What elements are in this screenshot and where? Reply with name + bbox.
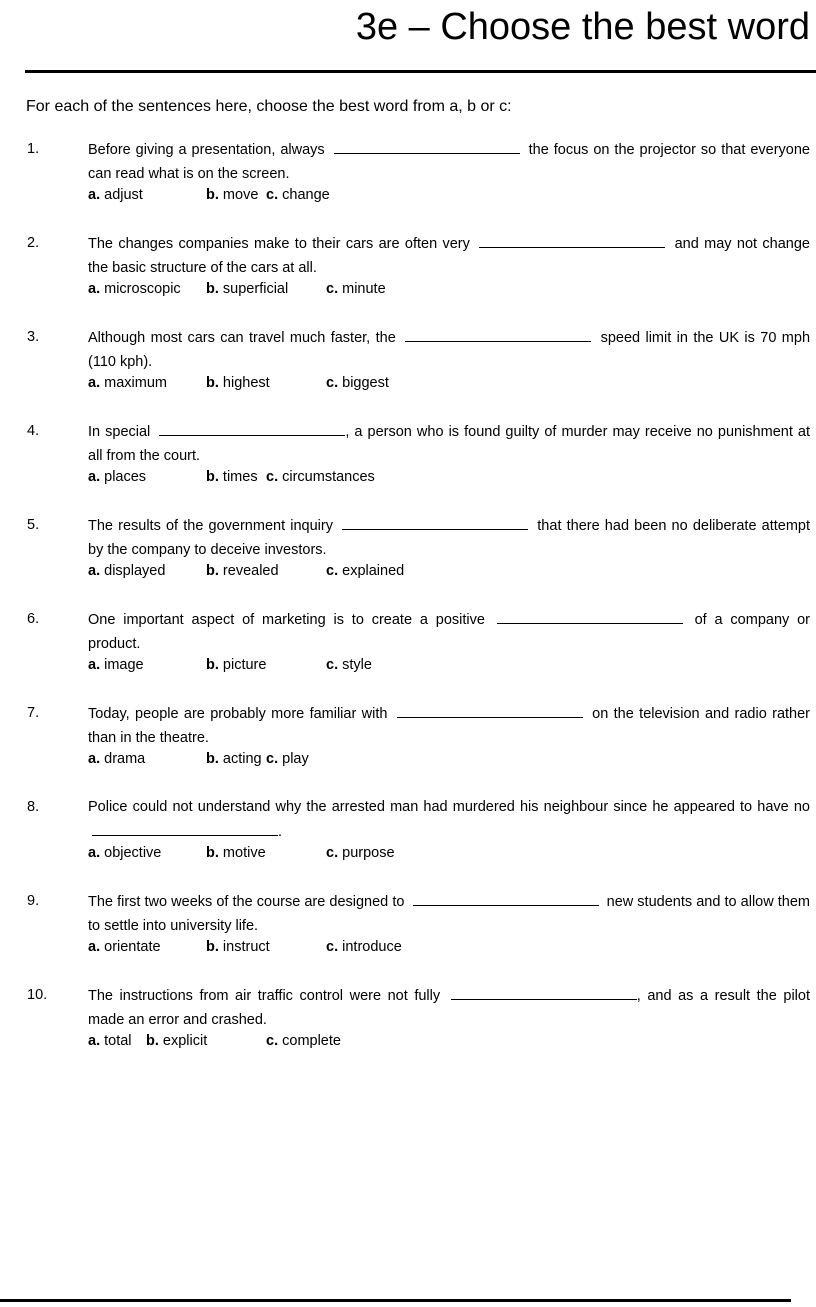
option-b[interactable]: b. picture	[206, 657, 267, 673]
option-a[interactable]: a. objective	[88, 845, 162, 861]
option-c[interactable]: c. minute	[326, 281, 386, 297]
option-a[interactable]: a. adjust	[88, 187, 143, 203]
sentence-before: Before giving a presentation, always	[88, 142, 325, 158]
answer-blank[interactable]	[497, 608, 683, 624]
sentence-before: In special	[88, 424, 151, 440]
question-sentence	[88, 326, 810, 374]
sentence-after: , and as a result the pilot made an error and crashed.	[88, 988, 810, 1028]
answer-blank[interactable]	[397, 702, 583, 718]
option-c[interactable]: c. circumstances	[266, 469, 375, 485]
option-c[interactable]: c. biggest	[326, 375, 389, 391]
option-c[interactable]: c. change	[266, 187, 330, 203]
option-a[interactable]: a. maximum	[88, 375, 167, 391]
option-c[interactable]: c. explained	[326, 563, 405, 579]
question-sentence	[88, 608, 810, 656]
question-sentence	[88, 984, 810, 1032]
sentence-before: The instructions from air traffic control were not fully	[88, 988, 441, 1004]
question-sentence	[88, 138, 810, 186]
answer-blank[interactable]	[334, 138, 520, 154]
question-sentence	[88, 420, 810, 468]
sentence-after: the focus on the projector so that everyone can read what is on the screen.	[88, 142, 810, 182]
option-c[interactable]: c. play	[266, 751, 309, 767]
question-number: 6.	[27, 611, 40, 627]
sentence-before: The first two weeks of the course are designed to	[88, 894, 405, 910]
sentence-after: new students and to allow them to settle into university life.	[88, 894, 811, 934]
question-number: 2.	[27, 235, 40, 251]
option-b[interactable]: b. superficial	[206, 281, 289, 297]
option-c[interactable]: c. purpose	[326, 845, 395, 861]
question-number: 7.	[27, 705, 40, 721]
question-sentence	[88, 232, 810, 280]
sentence-after: , a person who is found guilty of murder may receive no punishment at all from the court.	[88, 424, 810, 464]
option-b[interactable]: b. instruct	[206, 939, 270, 955]
option-a[interactable]: a. total	[88, 1033, 132, 1049]
sentence-before: The results of the government inquiry	[88, 518, 333, 534]
option-b[interactable]: b. move	[206, 187, 259, 203]
option-b[interactable]: b. revealed	[206, 563, 279, 579]
option-a[interactable]: a. image	[88, 657, 144, 673]
sentence-after: and may not change the basic structure of the cars at all.	[88, 236, 810, 276]
option-c[interactable]: c. introduce	[326, 939, 402, 955]
question-sentence	[88, 514, 810, 562]
option-b[interactable]: b. explicit	[146, 1033, 208, 1049]
question-number: 3.	[27, 329, 40, 345]
question-number: 8.	[27, 799, 40, 815]
option-a[interactable]: a. places	[88, 469, 147, 485]
option-c[interactable]: c. complete	[266, 1033, 341, 1049]
answer-blank[interactable]	[451, 984, 637, 1000]
answer-blank[interactable]	[413, 890, 599, 906]
sentence-before: One important aspect of marketing is to create a positive	[88, 612, 485, 628]
sentence-before: Although most cars can travel much faster, the	[88, 330, 396, 346]
option-a[interactable]: a. orientate	[88, 939, 161, 955]
option-a[interactable]: a. displayed	[88, 563, 166, 579]
question-number: 10.	[27, 987, 48, 1003]
sentence-after: on the television and radio rather than in the theatre.	[88, 706, 810, 746]
answer-blank[interactable]	[342, 514, 528, 530]
question-sentence	[88, 890, 810, 938]
sentence-after: that there had been no deliberate attempt by the company to deceive investors.	[88, 518, 811, 558]
sentence-before: Police could not understand why the arrested man had murdered his neighbour since he appeared to have no	[88, 799, 810, 815]
option-c[interactable]: c. style	[326, 657, 372, 673]
sentence-after: of a company or product.	[88, 612, 810, 652]
answer-blank[interactable]	[159, 420, 345, 436]
sentence-after: .	[278, 823, 283, 840]
worksheet-title: 3e – Choose the best word	[355, 6, 810, 48]
option-b[interactable]: b. times	[206, 469, 258, 485]
sentence-before: The changes companies make to their cars are often very	[88, 236, 470, 252]
answer-blank[interactable]	[405, 326, 591, 342]
option-a[interactable]: a. microscopic	[88, 281, 181, 297]
footer-divider	[0, 1299, 791, 1302]
question-number: 9.	[27, 893, 40, 909]
question-number: 1.	[27, 141, 40, 157]
option-a[interactable]: a. drama	[88, 751, 146, 767]
question-sentence	[88, 796, 810, 844]
answer-blank[interactable]	[479, 232, 665, 248]
sentence-before: Today, people are probably more familiar with	[88, 706, 388, 722]
option-b[interactable]: b. highest	[206, 375, 270, 391]
answer-blank[interactable]	[92, 820, 278, 836]
question-number: 4.	[27, 423, 40, 439]
option-b[interactable]: b. motive	[206, 845, 266, 861]
instructions: For each of the sentences here, choose the best word from a, b or c:	[26, 98, 512, 115]
question-sentence	[88, 702, 810, 750]
sentence-after: speed limit in the UK is 70 mph (110 kph).	[88, 330, 811, 370]
question-number: 5.	[27, 517, 40, 533]
option-b[interactable]: b. acting	[206, 751, 262, 767]
title-divider	[25, 70, 816, 73]
